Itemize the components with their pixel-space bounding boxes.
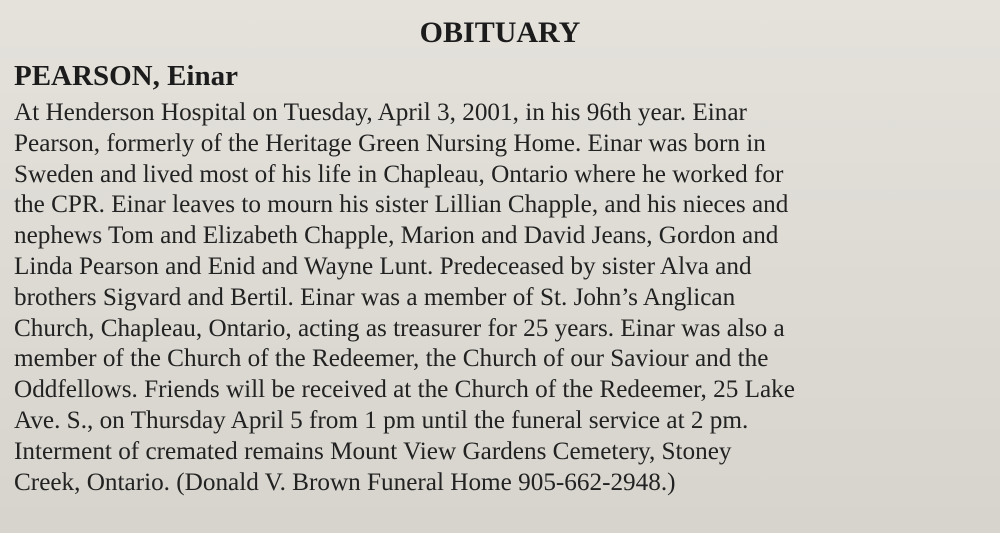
body-line: Pearson, formerly of the Heritage Green Nursing Home. Einar was born in <box>14 129 766 157</box>
obituary-heading: OBITUARY <box>419 16 581 49</box>
body-line: Creek, Ontario. (Donald V. Brown Funeral Home 905-662-2948.) <box>14 468 676 496</box>
body-line: Ave. S., on Thursday April 5 from 1 pm until the funeral service at 2 pm. <box>14 406 749 434</box>
body-line: member of the Church of the Redeemer, the Church of our Saviour and the <box>14 345 769 373</box>
body-line: At Henderson Hospital on Tuesday, April 3, 2001, in his 96th year. Einar <box>14 99 747 126</box>
body-line: the CPR. Einar leaves to mourn his sister Lillian Chapple, and his nieces and <box>14 191 789 219</box>
body-line: Sweden and lived most of his life in Chapleau, Ontario where he worked for <box>14 160 784 188</box>
body-line: Interment of cremated remains Mount View Gardens Cemetery, Stoney <box>14 437 732 465</box>
body-line: Oddfellows. Friends will be received at the Church of the Redeemer, 25 Lake <box>14 376 795 404</box>
body-line: Linda Pearson and Enid and Wayne Lunt. Predeceased by sister Alva and <box>14 252 752 280</box>
body-line: nephews Tom and Elizabeth Chapple, Marion and David Jeans, Gordon and <box>14 222 779 250</box>
deceased-name: PEARSON, Einar <box>14 60 238 92</box>
body-line: brothers Sigvard and Bertil. Einar was a member of St. John’s Anglican <box>14 283 736 311</box>
body-line: Church, Chapleau, Ontario, acting as treasurer for 25 years. Einar was also a <box>14 314 785 342</box>
obituary-body <box>14 98 989 498</box>
